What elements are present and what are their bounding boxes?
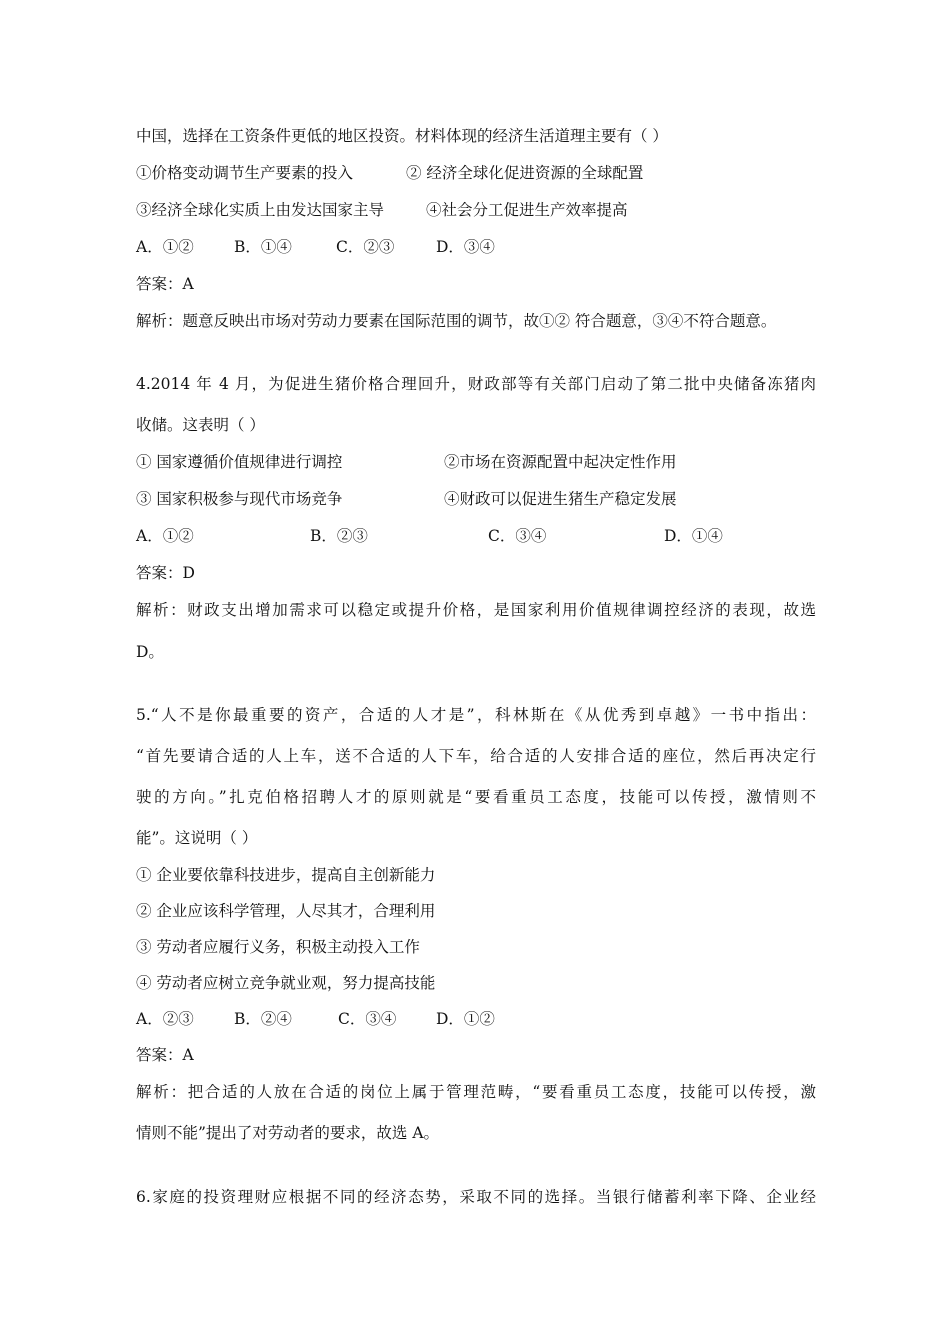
q4-analysis-line-1: 解析：财政支出增加需求可以稳定或提升价格，是国家利用价值规律调控经济的表现，故选	[136, 601, 816, 619]
q5-option-2: ② 企业应该科学管理，人尽其才，合理利用	[136, 902, 436, 920]
q5-stem-line-3: 驶的方向。”扎克伯格招聘人才的原则就是“要看重员工态度，技能可以传授，激情则不	[136, 788, 816, 806]
q5-choice-b: B．②④	[234, 1010, 292, 1028]
q3-choice-c: C．②③	[336, 238, 395, 256]
q3-analysis: 解析：题意反映出市场对劳动力要素在国际范围的调节，故①② 符合题意，③④不符合题意。	[136, 312, 777, 330]
q4-option-4: ④财政可以促进生猪生产稳定发展	[444, 490, 677, 508]
q5-choice-d: D．①②	[436, 1010, 495, 1028]
q6-stem-line-1: 6.家庭的投资理财应根据不同的经济态势，采取不同的选择。当银行储蓄利率下降、企业经	[136, 1188, 816, 1206]
q3-option-2: ② 经济全球化促进资源的全球配置	[406, 164, 644, 182]
q3-choice-a: A．①②	[136, 238, 194, 256]
q5-stem-line-1: 5.“人不是你最重要的资产，合适的人才是”，科林斯在《从优秀到卓越》一书中指出：	[136, 706, 816, 724]
q4-choice-a: A．①②	[136, 527, 194, 545]
q3-option-4: ④社会分工促进生产效率提高	[426, 201, 628, 219]
q5-choice-a: A．②③	[136, 1010, 194, 1028]
q3-stem: 中国，选择在工资条件更低的地区投资。材料体现的经济生活道理主要有（ ）	[136, 127, 668, 145]
q3-choice-d: D．③④	[436, 238, 495, 256]
q3-option-1: ①价格变动调节生产要素的投入	[136, 164, 354, 182]
q3-option-3: ③经济全球化实质上由发达国家主导	[136, 201, 385, 219]
q3-choice-b: B．①④	[234, 238, 292, 256]
q4-option-2: ②市场在资源配置中起决定性作用	[444, 453, 677, 471]
q5-stem-line-4: 能”。这说明（ ）	[136, 829, 258, 847]
q5-stem-line-2: “首先要请合适的人上车，送不合适的人下车，给合适的人安排合适的座位，然后再决定行	[136, 747, 816, 765]
q4-stem-line-2: 收储。这表明（ ）	[136, 416, 265, 434]
q5-analysis-line-1: 解析：把合适的人放在合适的岗位上属于管理范畴，“要看重员工态度，技能可以传授，激	[136, 1083, 816, 1101]
q4-choice-c: C．③④	[488, 527, 547, 545]
q5-option-4: ④ 劳动者应树立竞争就业观，努力提高技能	[136, 974, 436, 992]
q4-option-3: ③ 国家积极参与现代市场竞争	[136, 490, 343, 508]
q4-option-1: ① 国家遵循价值规律进行调控	[136, 453, 343, 471]
q4-choice-d: D．①④	[664, 527, 723, 545]
q4-answer: 答案：D	[136, 564, 195, 582]
q5-option-3: ③ 劳动者应履行义务，积极主动投入工作	[136, 938, 420, 956]
q5-choice-c: C．③④	[338, 1010, 397, 1028]
q4-stem-line-1: 4.2014 年 4 月，为促进生猪价格合理回升，财政部等有关部门启动了第二批中央储备冻猪肉	[136, 375, 816, 393]
q5-analysis-line-2: 情则不能”提出了对劳动者的要求，故选 A。	[136, 1124, 440, 1142]
q5-option-1: ① 企业要依靠科技进步，提高自主创新能力	[136, 866, 436, 884]
q3-answer: 答案：A	[136, 275, 194, 293]
q4-analysis-line-2: D。	[136, 643, 164, 661]
q5-answer: 答案：A	[136, 1046, 194, 1064]
q4-choice-b: B．②③	[310, 527, 368, 545]
